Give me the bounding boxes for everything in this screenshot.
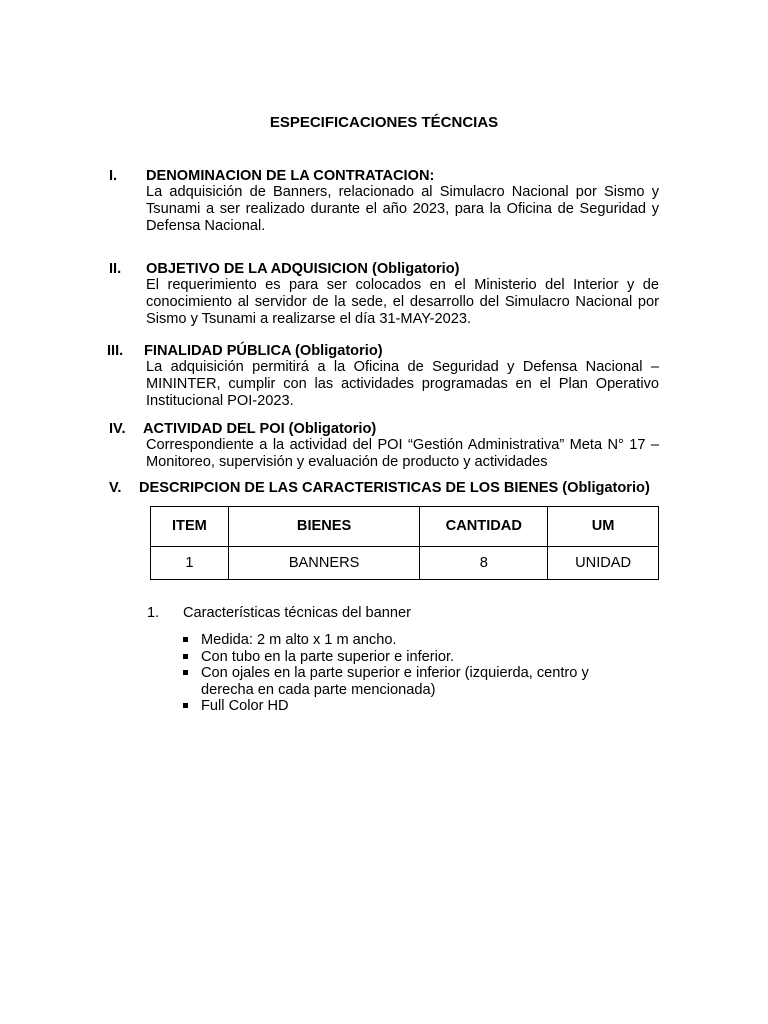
section-text-3: La adquisición permitirá a la Oficina de Seguridad y Defensa Nacional – MININTER, cumplir con las actividades programadas en el Plan Operativo Institucional POI-2023. <box>146 359 659 409</box>
section-heading-1: DENOMINACION DE LA CONTRATACION: <box>146 168 435 184</box>
list-item-text: Con ojales en la parte superior e inferior (izquierda, centro y derecha en cada parte mencionada) <box>201 665 589 698</box>
section-text-2: El requerimiento es para ser colocados en el Ministerio del Interior y de conocimiento al servidor de la sede, el desarrollo del Simulacro Nacional por Sismo y Tsunami a realizarse el día 31-MAY-2023. <box>146 277 659 327</box>
document-title: ESPECIFICACIONES TÉCNCIAS <box>269 114 499 131</box>
list-item <box>182 632 602 649</box>
list-item-text: Full Color HD <box>201 698 289 714</box>
subsection-title: Características técnicas del banner <box>183 605 411 621</box>
list-item <box>182 649 602 666</box>
table-cell-um: UNIDAD <box>548 547 659 580</box>
list-item <box>182 665 602 698</box>
bullet-square-icon <box>183 703 188 708</box>
bullet-square-icon <box>183 654 188 659</box>
list-item-text: Con tubo en la parte superior e inferior. <box>201 648 455 665</box>
table-header-cantidad: CANTIDAD <box>420 507 548 547</box>
items-table <box>150 506 659 580</box>
section-text-4: Correspondiente a la actividad del POI “Gestión Administrativa” Meta N° 17 – Monitoreo, supervisión y evaluación de producto y actividades <box>146 437 659 470</box>
section-heading-3: FINALIDAD PÚBLICA (Obligatorio) <box>144 343 383 359</box>
section-heading-5: DESCRIPCION DE LAS CARACTERISTICAS DE LOS BIENES (Obligatorio) <box>139 480 650 496</box>
table-header-item: ITEM <box>151 507 229 547</box>
section-heading-2: OBJETIVO DE LA ADQUISICION (Obligatorio) <box>146 261 460 277</box>
section-number-5: V. <box>109 480 122 496</box>
table-cell-item: 1 <box>151 547 229 580</box>
table-header-bienes: BIENES <box>228 507 420 547</box>
table-cell-bienes: BANNERS <box>228 547 420 580</box>
section-text-1: La adquisición de Banners, relacionado al Simulacro Nacional por Sismo y Tsunami a ser realizado durante el año 2023, para la Oficina de Seguridad y Defensa Nacional. <box>146 184 659 234</box>
section-number-3: III. <box>107 343 124 359</box>
characteristics-list <box>182 632 602 715</box>
bullet-square-icon <box>183 637 188 642</box>
table-header-um: UM <box>548 507 659 547</box>
section-heading-4: ACTIVIDAD DEL POI (Obligatorio) <box>143 421 377 437</box>
section-number-4: IV. <box>109 421 126 437</box>
section-number-2: II. <box>109 261 122 277</box>
table-row <box>151 547 659 580</box>
subsection-number: 1. <box>147 605 160 621</box>
bullet-square-icon <box>183 670 188 675</box>
list-item <box>182 698 602 715</box>
section-number-1: I. <box>109 168 118 184</box>
list-item-text: Medida: 2 m alto x 1 m ancho. <box>201 632 397 648</box>
table-cell-cantidad: 8 <box>420 547 548 580</box>
table-header-row <box>151 507 659 547</box>
